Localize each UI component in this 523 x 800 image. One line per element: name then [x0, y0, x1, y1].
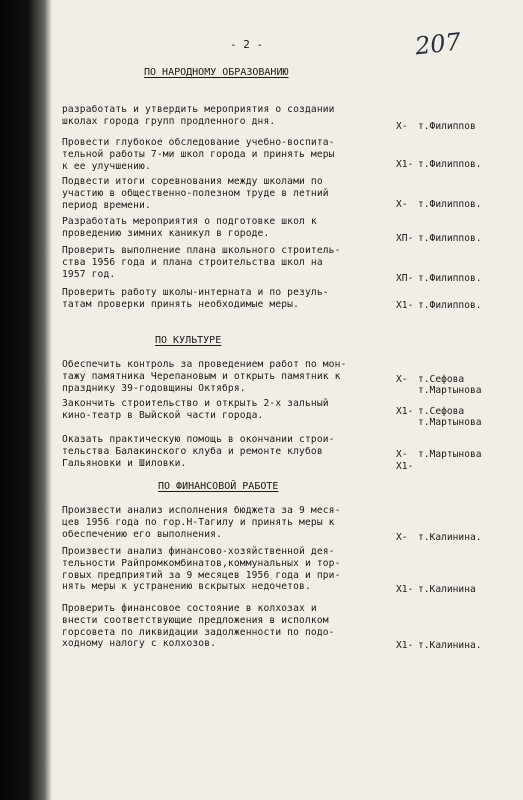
- item-text-line: период времени.: [62, 199, 151, 211]
- responsible-person: т.Калинина: [418, 584, 476, 595]
- deadline-code: ХП-: [396, 273, 414, 284]
- section-heading: ПО ФИНАНСОВОЙ РАБОТЕ: [158, 481, 279, 492]
- deadline-code: X-: [396, 199, 408, 210]
- item-text-line: внести соответствующие предложения в исполком: [62, 614, 329, 626]
- deadline-code: X-: [396, 532, 408, 543]
- item-text-line: кино-театр в Выйской части города.: [62, 409, 264, 421]
- item-text-line: нять меры к устранению вскрытых недочетов.: [62, 581, 311, 593]
- responsible-person: т.Сефова: [418, 406, 465, 417]
- responsible-person: т.Сефова: [418, 374, 465, 385]
- item-text-line: ходному налогу с колхозов.: [62, 638, 217, 650]
- deadline-code: Х1-: [396, 406, 414, 417]
- responsible-person: т.Филиппов.: [418, 273, 482, 284]
- item-text-line: к ее улучшению.: [62, 160, 151, 172]
- responsible-person: т.Филиппов: [418, 121, 476, 132]
- item-text-line: Провести глубокое обследование учебно-воспита-: [62, 137, 335, 148]
- responsible-person: т.Калинина.: [418, 640, 482, 651]
- item-text-line: говых предприятий за 9 месяцев 1956 года и при-: [62, 569, 341, 581]
- item-text-line: участию в общественно-полезном труде в летний: [62, 187, 329, 199]
- item-text-line: горсовета по ликвидации задолженности по подо-: [62, 626, 335, 638]
- deadline-code: X-: [396, 374, 408, 385]
- item-text-line: обеспечению его выполнения.: [62, 528, 222, 540]
- item-text-line: цев 1956 года по гор.Н-Тагилу и принять меры к: [62, 516, 335, 528]
- section-heading: ПО КУЛЬТУРЕ: [155, 335, 222, 346]
- responsible-person: т.Мартынова: [418, 385, 482, 396]
- item-text-line: Оказать практическую помощь в окончании строи-: [62, 434, 335, 445]
- deadline-code: Х1-: [396, 300, 414, 311]
- page-number: - 2 -: [230, 38, 264, 51]
- item-text-line: проведению зимних каникул в городе.: [62, 227, 270, 239]
- item-text-line: тельства Балакинского клуба и ремонте клубов: [62, 445, 323, 457]
- section-heading: ПО НАРОДНОМУ ОБРАЗОВАНИЮ: [144, 67, 289, 78]
- item-text-line: школах города групп продленного дня.: [62, 115, 276, 127]
- responsible-person: т.Мартынова: [418, 449, 482, 460]
- item-text-line: Произвести анализ исполнения бюджета за 9 меся-: [62, 505, 341, 516]
- item-text-line: Проверить выполнение плана школьного строитель-: [62, 245, 341, 256]
- handwritten-page-number: 207: [413, 27, 463, 61]
- deadline-code: Х1-: [396, 640, 414, 651]
- item-text-line: Обеспечить контроль за проведением работ по мон-: [62, 359, 347, 370]
- deadline-code: Х1-: [396, 584, 414, 595]
- item-text-line: ства 1956 года и плана строительства школ на: [62, 256, 323, 268]
- item-text-line: Закончить строительство и открыть 2-х зальный: [62, 398, 329, 409]
- item-text-line: тажу памятника Черепановым и открыть памятник к: [62, 370, 341, 382]
- item-text-line: тельности Райпромкомбинатов,коммунальных и тор-: [62, 557, 341, 569]
- deadline-code: ХП-: [396, 233, 414, 244]
- item-text-line: празднику 39-годовщины Октября.: [62, 382, 246, 394]
- item-text-line: Подвести итоги соревнования между школами по: [62, 176, 323, 187]
- item-text-line: Разработать мероприятия о подготовке школ к: [62, 216, 317, 227]
- deadline-code: Х1-: [396, 461, 414, 472]
- item-text-line: татам проверки принять необходимые меры.: [62, 298, 300, 310]
- deadline-code: Х1-: [396, 159, 414, 170]
- responsible-person: т.Филиппов.: [418, 233, 482, 244]
- item-text-line: Произвести анализ финансово-хозяйственной дея-: [62, 546, 335, 557]
- responsible-person: т.Филиппов.: [418, 199, 482, 210]
- item-text-line: Проверить работу школы-интерната и по резуль-: [62, 287, 329, 298]
- item-text-line: тельной работы 7-ми школ города и принять меры: [62, 148, 335, 160]
- deadline-code: X-: [396, 449, 408, 460]
- binding-shadow: [0, 0, 52, 800]
- item-text-line: Проверить финансовое состояние в колхозах и: [62, 603, 317, 614]
- deadline-code: X-: [396, 121, 408, 132]
- responsible-person: т.Филиппов.: [418, 159, 482, 170]
- responsible-person: т.Мартынова: [418, 417, 482, 428]
- item-text-line: разработать и утвердить мероприятия о создании: [62, 104, 335, 115]
- item-text-line: 1957 год.: [62, 268, 116, 280]
- item-text-line: Гальяновки и Шиловки.: [62, 457, 187, 469]
- responsible-person: т.Калинина.: [418, 532, 482, 543]
- responsible-person: т.Филиппов.: [418, 300, 482, 311]
